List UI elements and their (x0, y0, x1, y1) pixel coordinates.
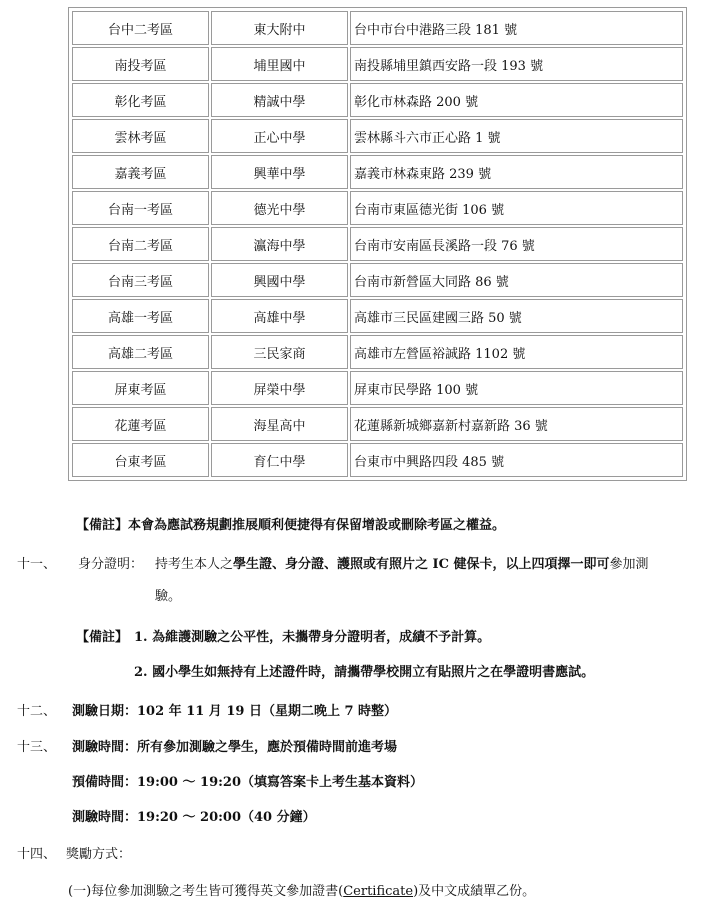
table-row (72, 263, 683, 297)
school-cell: 德光中學 (211, 191, 348, 225)
school-cell: 海星高中 (211, 407, 348, 441)
address-cell: 台南市東區德光街 106 號 (350, 191, 683, 225)
exam-area-cell: 雲林考區 (72, 119, 209, 153)
address-cell: 台中市台中港路三段 181 號 (350, 11, 683, 45)
note-id-label: 【備註】 (76, 630, 129, 645)
note-id-item-2: 2. 國小學生如無持有上述證件時，請攜帶學校開立有貼照片之在學證明書應試。 (134, 665, 595, 680)
table-row (72, 371, 683, 405)
certificate-link[interactable]: Certificate (343, 884, 414, 899)
section-11-number: 十一、 (17, 557, 57, 572)
section-13-test-time: 測驗時間：19:20 ～ 20:00（40 分鐘） (72, 810, 316, 825)
school-cell: 興華中學 (211, 155, 348, 189)
table-row (72, 155, 683, 189)
exam-area-cell: 嘉義考區 (72, 155, 209, 189)
school-cell: 興國中學 (211, 263, 348, 297)
exam-area-cell: 台中二考區 (72, 11, 209, 45)
table-row (72, 227, 683, 261)
school-cell: 屏榮中學 (211, 371, 348, 405)
school-cell: 埔里國中 (211, 47, 348, 81)
exam-area-cell: 屏東考區 (72, 371, 209, 405)
section-14-item-1-pre: (一)每位參加測驗之考生皆可獲得英文參加證書( (68, 884, 344, 899)
address-cell: 台南市安南區長溪路一段 76 號 (350, 227, 683, 261)
section-11-text (155, 553, 649, 572)
school-cell: 瀛海中學 (211, 227, 348, 261)
section-14-number: 十四、 (17, 847, 57, 862)
exam-area-cell: 台東考區 (72, 443, 209, 477)
address-cell: 南投縣埔里鎮西安路一段 193 號 (350, 47, 683, 81)
table-row (72, 335, 683, 369)
exam-area-cell: 高雄一考區 (72, 299, 209, 333)
exam-area-cell: 高雄二考區 (72, 335, 209, 369)
address-cell: 台南市新營區大同路 86 號 (350, 263, 683, 297)
section-11-text-cont: 驗。 (155, 589, 182, 604)
table-row (72, 119, 683, 153)
school-cell: 東大附中 (211, 11, 348, 45)
exam-site-table (70, 9, 685, 479)
section-11-label: 身分證明： (78, 557, 144, 572)
exam-area-cell: 台南二考區 (72, 227, 209, 261)
exam-area-cell: 彰化考區 (72, 83, 209, 117)
section-11-text-plain: 持考生本人之 (155, 557, 234, 572)
address-cell: 屏東市民學路 100 號 (350, 371, 683, 405)
table-row (72, 191, 683, 225)
address-cell: 台東市中興路四段 485 號 (350, 443, 683, 477)
exam-area-cell: 南投考區 (72, 47, 209, 81)
address-cell: 嘉義市林森東路 239 號 (350, 155, 683, 189)
section-11-text-tail: 參加測 (609, 557, 649, 572)
address-cell: 花蓮縣新城鄉嘉新村嘉新路 36 號 (350, 407, 683, 441)
table-row (72, 83, 683, 117)
address-cell: 雲林縣斗六市正心路 1 號 (350, 119, 683, 153)
school-cell: 正心中學 (211, 119, 348, 153)
school-cell: 精誠中學 (211, 83, 348, 117)
table-row (72, 407, 683, 441)
section-13-number: 十三、 (17, 740, 57, 755)
note-reserve-rights: 【備註】本會為應試務規劃推展順利便捷得有保留增設或刪除考區之權益。 (76, 518, 506, 533)
exam-area-cell: 台南三考區 (72, 263, 209, 297)
table-row (72, 443, 683, 477)
school-cell: 育仁中學 (211, 443, 348, 477)
section-13-prep-time: 預備時間：19:00 ～ 19:20（填寫答案卡上考生基本資料） (72, 775, 424, 790)
section-13-exam-time: 測驗時間：所有參加測驗之學生，應於預備時間前進考場 (72, 740, 398, 755)
address-cell: 彰化市林森路 200 號 (350, 83, 683, 117)
section-14-item-1 (68, 880, 535, 899)
section-12-exam-date: 測驗日期：102 年 11 月 19 日（星期二晚上 7 時整） (72, 704, 398, 719)
school-cell: 三民家商 (211, 335, 348, 369)
note-id-item-1: 1. 為維護測驗之公平性，未攜帶身分證明者，成績不予計算。 (134, 630, 491, 645)
table-row (72, 47, 683, 81)
school-cell: 高雄中學 (211, 299, 348, 333)
section-14-label: 獎勵方式： (66, 847, 132, 862)
table-row (72, 299, 683, 333)
section-11-text-bold: 學生證、身分證、護照或有照片之 IC 健保卡，以上四項擇一即可 (233, 557, 610, 572)
section-12-number: 十二、 (17, 704, 57, 719)
section-14-item-1-post: )及中文成績單乙份。 (413, 884, 536, 899)
table-row (72, 11, 683, 45)
exam-area-cell: 台南一考區 (72, 191, 209, 225)
address-cell: 高雄市三民區建國三路 50 號 (350, 299, 683, 333)
address-cell: 高雄市左營區裕誠路 1102 號 (350, 335, 683, 369)
exam-site-table-wrapper (68, 7, 687, 481)
exam-area-cell: 花蓮考區 (72, 407, 209, 441)
